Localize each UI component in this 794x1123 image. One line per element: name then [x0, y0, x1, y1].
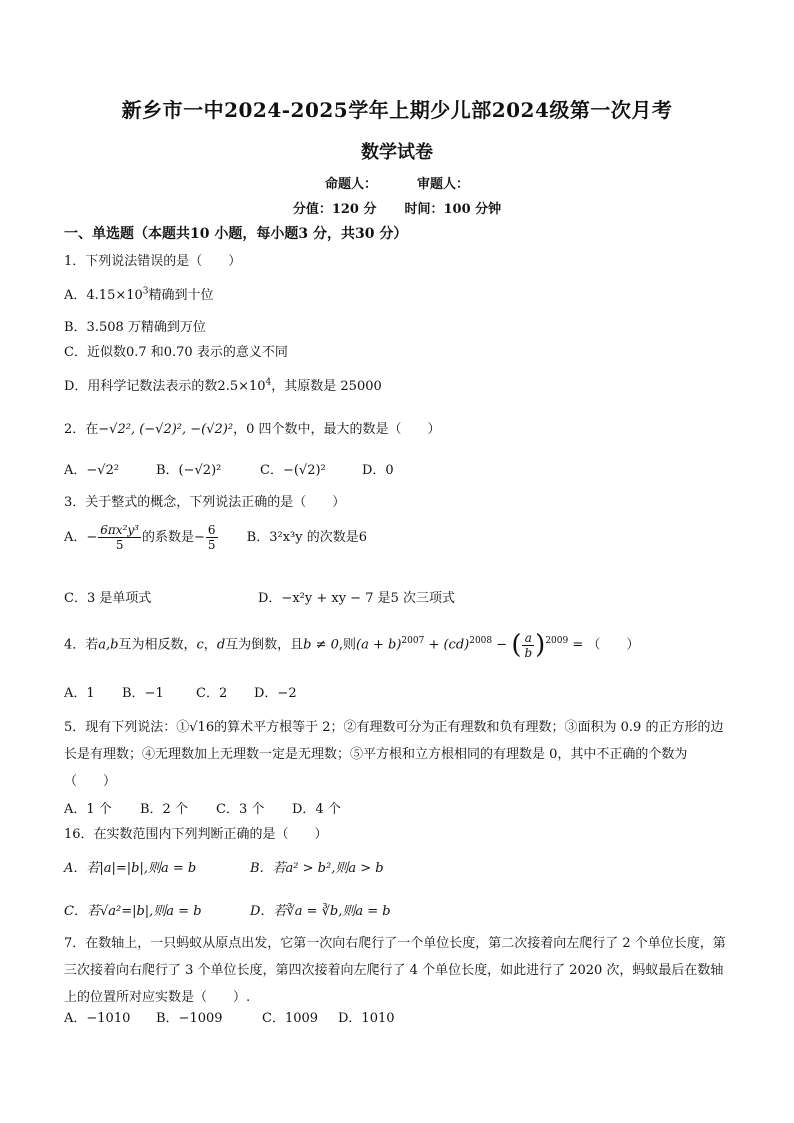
- q5-options: [64, 798, 341, 817]
- section-title: 一、单选题（本题共10 小题，每小题3 分，共30 分）: [64, 226, 408, 242]
- q3-option-b: B．3²x³y 的次数是6: [246, 530, 367, 545]
- q5-option-b: B．2 个: [140, 802, 188, 817]
- q6-option-d: D．若∛a = ∛b,则a = b: [250, 904, 391, 919]
- q2-option-a: A．−√2²: [64, 463, 120, 478]
- q6-stem: 16．在实数范围内下列判断正确的是（ ）: [64, 827, 328, 842]
- setter-label: 命题人：: [324, 177, 377, 192]
- q7-option-a: A．−1010: [64, 1011, 131, 1026]
- q5-option-d: D．4 个: [292, 802, 341, 817]
- q5-text: 5．现有下列说法：①√16的算术平方根等于 2；②有理数可分为正有理数和负有理数；③面积为 0.9 的正方形的边长是有理数；④无理数加上无理数一定是无理数；⑤平方根和立方根相同的有理数是 0，其中不正确的个数为（ ）: [64, 720, 724, 789]
- exam-title: 新乡市一中2024-2025学年上期少儿部2024级第一次月考: [121, 98, 673, 122]
- q4-option-a: A．1: [64, 686, 95, 701]
- q3-options-cd: [64, 587, 455, 606]
- q2-option-d: D．0: [362, 463, 394, 478]
- time-label: 时间：100 分钟: [404, 202, 502, 217]
- q1-option-d: D．用科学记数法表示的数$2.5\times 10^4$，其原数是 25000: [64, 377, 382, 394]
- q4-options: [64, 682, 297, 701]
- q3-option-a: A．− $\frac{\text{6πx²y³}}{5}$ 的系数是− $\frac{6}{5}$ B．3²x³y 的次数是6: [64, 523, 367, 552]
- q5-option-c: C．3 个: [216, 802, 265, 817]
- q1-option-c: C．近似数0.7 和0.70 表示的意义不同: [64, 345, 288, 360]
- q4-stem: 4．若a,b互为相反数，c，d互为倒数，且b ≠ 0,则$(a + b)^{2007} + (cd)^{2008}$ − ( $\frac{a}{b}$ )$^{2009}$ = （ ）: [64, 630, 640, 660]
- q5-option-a: A．1 个: [64, 802, 112, 817]
- q6-option-a: A．若|a|=|b|,则a = b: [64, 861, 197, 876]
- q4-option-d: D．−2: [254, 686, 297, 701]
- score-label: 分值：120 分: [292, 202, 377, 217]
- q1-option-b: B．3.508 万精确到万位: [64, 320, 206, 335]
- q3-stem: 3．关于整式的概念，下列说法正确的是（ ）: [64, 495, 346, 510]
- q3-fraction: $\frac{\text{6πx²y³}}{5}$: [100, 523, 139, 552]
- q4-option-c: C．2: [196, 686, 228, 701]
- q6-options-ab: [64, 857, 384, 876]
- exam-subtitle: 数学试卷: [361, 142, 433, 163]
- q4-fraction: $\frac{a}{b}$: [524, 630, 533, 660]
- q3-option-d: D．−x²y + xy − 7 是5 次三项式: [258, 591, 455, 606]
- q7-text: 7．在数轴上，一只蚂蚁从原点出发，它第一次向右爬行了一个单位长度，第二次接着向左爬行了 2 个单位长度，第三次接着向右爬行了 3 个单位长度，第四次接着向左爬行了 4 个单位长度，如此进行了 2020 次，蚂蚁最后在数轴上的位置所对应实数是（ ）.: [64, 936, 726, 1005]
- q1-stem: 1．下列说法错误的是（ ）: [64, 254, 242, 269]
- q2-option-c: C．−(√2)²: [260, 463, 326, 478]
- q7-option-c: C．1009: [262, 1011, 319, 1026]
- q6-options-cd: [64, 900, 391, 919]
- q2-stem: 2．在−√2², (−√2)², −(√2)²，0 四个数中，最大的数是（ ）: [64, 422, 441, 437]
- q7-options: [64, 1007, 395, 1026]
- q3-fraction-2: $\frac{6}{5}$: [207, 523, 216, 552]
- q2-options: [64, 459, 394, 478]
- reviewer-label: 审题人：: [417, 177, 470, 192]
- q1-option-a: A．$4.15\times 10^3$精确到十位: [64, 286, 214, 303]
- q6-option-b: B．若a² > b²,则a > b: [250, 861, 384, 876]
- q4-option-b: B．−1: [122, 686, 164, 701]
- q7-option-d: D．1010: [338, 1011, 395, 1026]
- score-time: [0, 198, 794, 217]
- q6-option-c: C．若√a²=|b|,则a = b: [64, 904, 202, 919]
- q3-option-c: C．3 是单项式: [64, 591, 152, 606]
- q2-option-b: B．(−√2)²: [156, 463, 222, 478]
- setter-reviewer: [0, 173, 794, 192]
- q7-option-b: B．−1009: [156, 1011, 223, 1026]
